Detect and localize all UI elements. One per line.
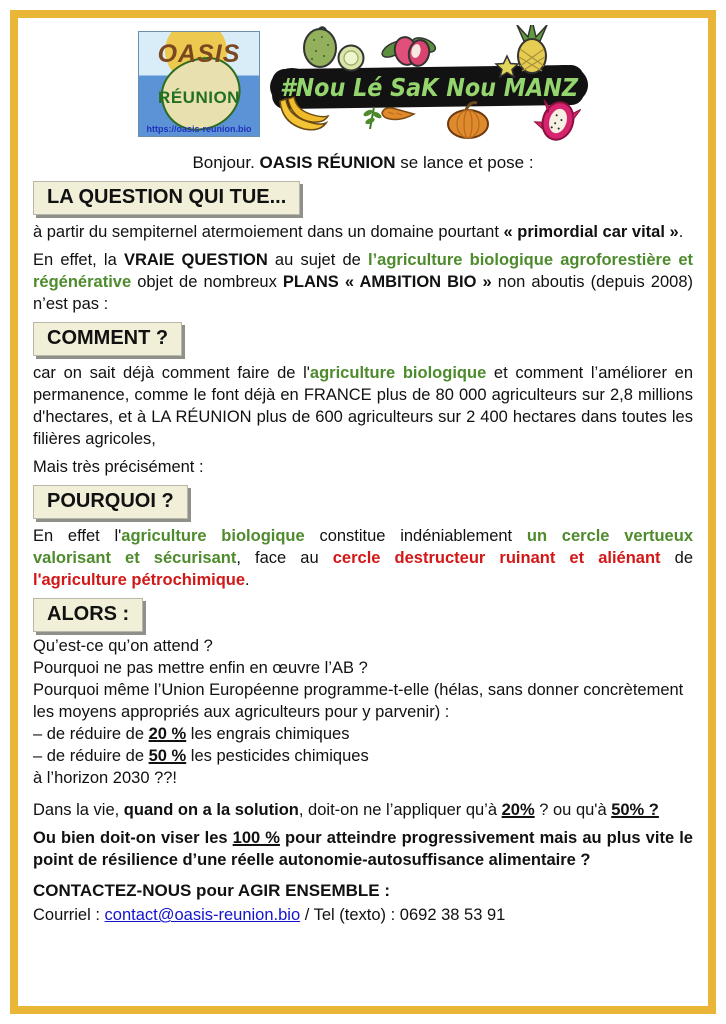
heading-comment: COMMENT ?: [33, 322, 182, 356]
text-segment: .: [678, 223, 684, 241]
pineapple-icon: [517, 25, 547, 73]
heading-alors: ALORS :: [33, 598, 143, 632]
intro-line: [33, 151, 693, 174]
paragraph-vraie-question: [33, 249, 693, 315]
contact-line: [33, 904, 693, 927]
text-segment: et comment l’améliorer en permanence, comme le font déjà en FRANCE plus de 80 000 agriculteurs sur 2,8 millions d'hectares, et à LA RÉUNION plus de 600 agriculteurs sur 2 400 hectares dans toutes les filières agricoles,: [33, 364, 693, 448]
contact-heading: CONTACTEZ-NOUS pour AGIR ENSEMBLE :: [33, 881, 390, 900]
text-segment: En effet, la: [33, 251, 124, 269]
contact-prefix: Courriel :: [33, 906, 105, 924]
logo-region: RÉUNION: [158, 88, 240, 107]
banner-hashtag: #Nou Lé SaK Nou MANZ: [280, 73, 579, 102]
text-segment: – de réduire de: [33, 747, 149, 765]
text-segment: Ou bien doit-on viser les: [33, 829, 233, 847]
text-segment: agriculture biologique: [309, 364, 487, 382]
text-segment: à partir du sempiternel atermoiement dans un domaine pourtant: [33, 223, 504, 241]
heading-row-pourquoi: [33, 485, 693, 519]
text-segment: 50% ?: [611, 801, 659, 819]
text-segment: Dans la vie,: [33, 801, 124, 819]
text-segment: pour atteindre progressivement mais au plus vite le point de résilience d’une réelle autonomie-autosuffisance alimentaire ?: [33, 829, 693, 869]
text-segment: PLANS « AMBITION BIO »: [282, 273, 492, 291]
melon-icon: [339, 46, 364, 71]
lychee-icon: [380, 35, 438, 68]
text-segment: OASIS RÉUNION: [259, 153, 396, 172]
text-segment: constitue indéniablement: [304, 527, 527, 545]
text-segment: 20%: [501, 801, 535, 819]
text-segment: , doit-on ne l’appliquer qu’à: [298, 801, 502, 819]
text-segment: 100 %: [232, 829, 280, 847]
text-segment: Pourquoi même l’Union Européenne programme-t-elle (hélas, sans donner concrètement les moyens appropriés aux agriculteurs pour y parvenir) :: [33, 681, 684, 721]
page-border-frame: [10, 10, 716, 1014]
alors-line-2: [33, 657, 693, 679]
text-segment: Pourquoi ne pas mettre enfin en œuvre l’AB ?: [33, 659, 368, 677]
text-segment: , face au: [236, 549, 333, 567]
text-segment: agriculture biologique: [121, 527, 305, 545]
header: [33, 25, 693, 145]
email-link[interactable]: contact@oasis-reunion.bio: [104, 906, 301, 924]
text-segment: .: [245, 571, 250, 589]
text-segment: – de réduire de: [33, 725, 149, 743]
text-segment: « primordial car vital »: [503, 223, 679, 241]
logo-title: OASIS: [157, 40, 241, 68]
paragraph-vision-100: [33, 827, 693, 871]
text-segment: l'agriculture pétrochimique: [33, 571, 246, 589]
soursop-icon: [304, 27, 336, 67]
text-segment: l’agriculture biologique agroforestière et régénérative: [33, 251, 693, 291]
contact-rest: / Tel (texto) : 0692 38 53 91: [300, 906, 506, 924]
text-segment: ? ou qu'à: [534, 801, 612, 819]
heading-row-question: [33, 181, 693, 215]
carrot-icon: [382, 108, 414, 120]
paragraph-pourquoi: [33, 525, 693, 591]
oasis-reunion-logo: [138, 31, 260, 137]
text-segment: cercle destructeur ruinant et aliénant: [332, 549, 661, 567]
paragraph-primordial: [33, 221, 693, 243]
text-segment: les engrais chimiques: [186, 725, 350, 743]
herb-icon: [362, 107, 382, 129]
text-segment: VRAIE QUESTION: [123, 251, 268, 269]
alors-line-6: [33, 767, 693, 789]
alors-line-5: [33, 745, 693, 767]
text-segment: Bonjour.: [192, 153, 260, 172]
pumpkin-icon: [448, 103, 488, 138]
text-segment: Qu’est-ce qu’on attend ?: [33, 637, 213, 655]
text-segment: à l’horizon 2030 ??!: [33, 769, 178, 787]
paragraph-mais-precisement: [33, 456, 693, 478]
text-segment: car on sait déjà comment faire de l': [33, 364, 310, 382]
text-segment: les pesticides chimiques: [186, 747, 369, 765]
text-segment: un cercle vertueux valorisant et sécurisant: [33, 527, 693, 567]
heading-row-comment: [33, 322, 693, 356]
paragraph-comment: [33, 362, 693, 450]
text-segment: au sujet de: [267, 251, 368, 269]
banner-nou-le-sak-nou-manz: [270, 25, 588, 143]
heading-row-alors: [33, 598, 693, 632]
alors-line-4: [33, 723, 693, 745]
paragraph-solution: [33, 799, 693, 821]
text-segment: En effet l': [33, 527, 122, 545]
text-segment: quand on a la solution: [123, 801, 299, 819]
heading-pourquoi: POURQUOI ?: [33, 485, 188, 519]
text-segment: non aboutis (depuis 2008) n’est pas :: [33, 273, 693, 313]
alors-line-1: [33, 635, 693, 657]
text-segment: 20 %: [148, 725, 187, 743]
text-segment: de: [660, 549, 693, 567]
logo-url: https://oasis-reunion.bio: [146, 124, 252, 134]
alors-questions: [33, 635, 693, 789]
text-segment: 50 %: [148, 747, 187, 765]
heading-la-question-qui-tue: LA QUESTION QUI TUE...: [33, 181, 300, 215]
text-segment: Mais très précisément :: [33, 458, 204, 476]
text-segment: objet de nombreux: [131, 273, 283, 291]
alors-line-3: [33, 679, 693, 723]
text-segment: se lance et pose :: [395, 153, 534, 172]
